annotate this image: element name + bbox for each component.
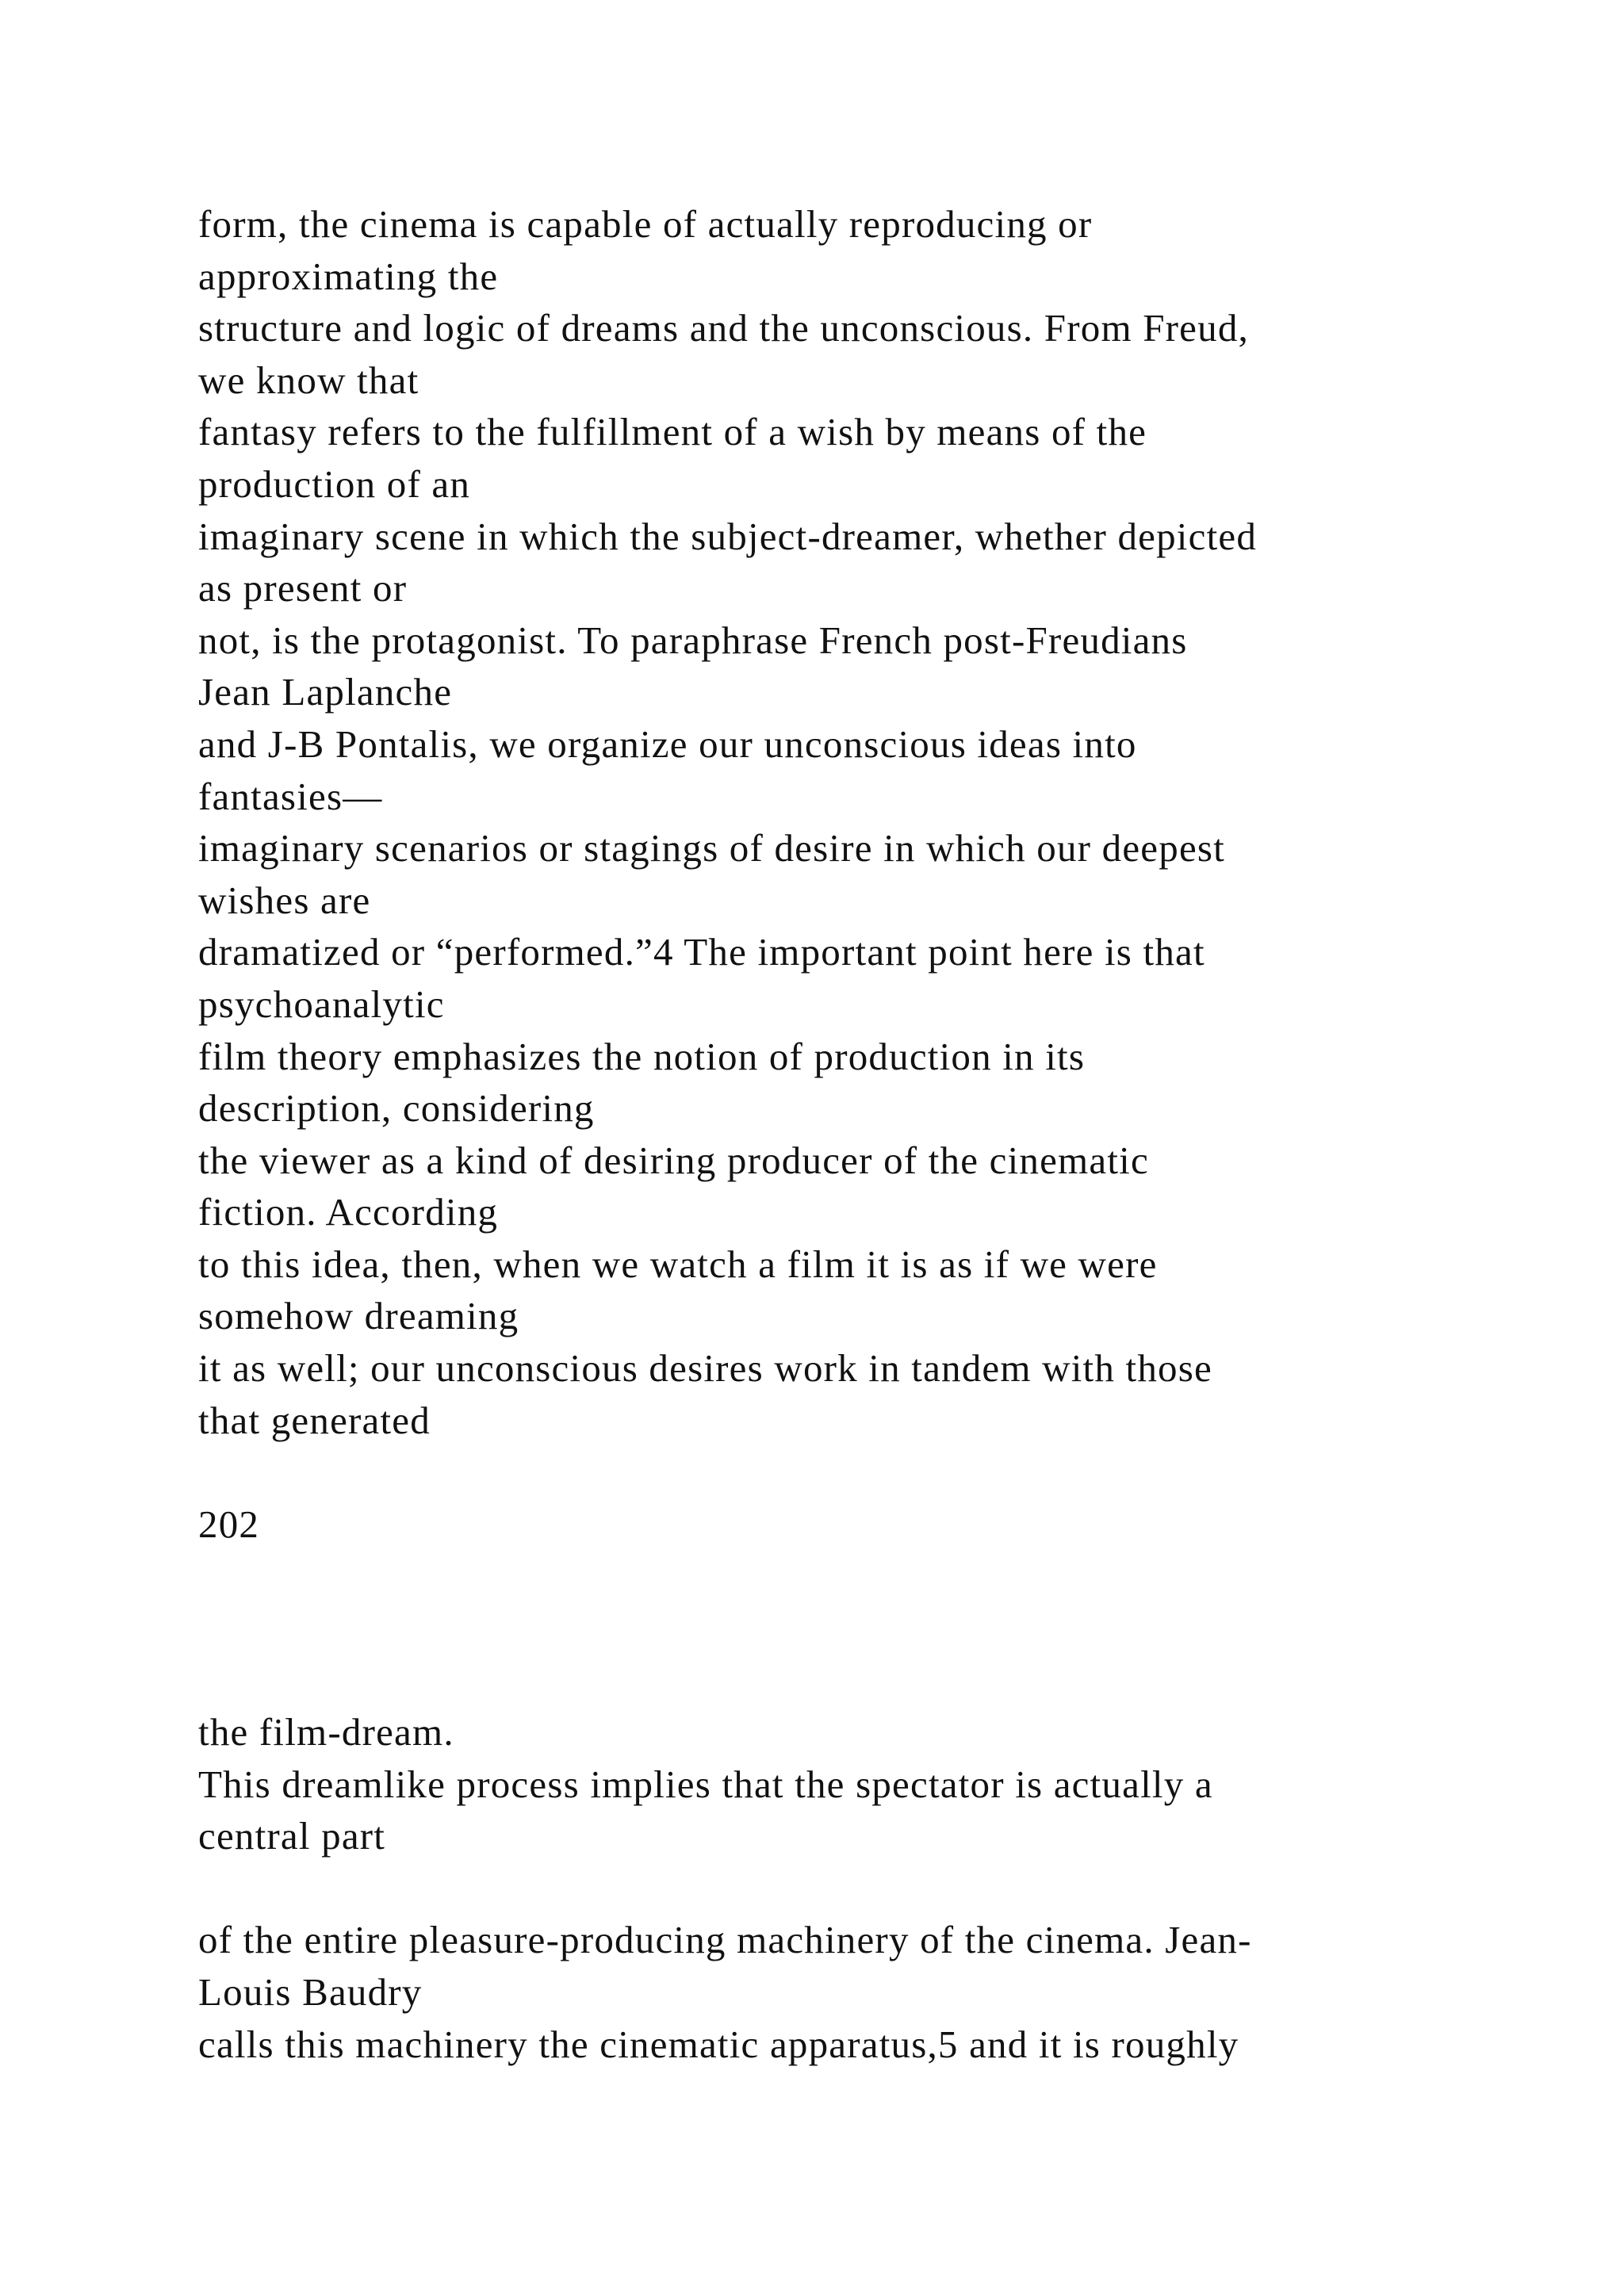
text-line: approximating the	[198, 254, 499, 298]
text-line: we know that	[198, 358, 419, 402]
text-line: it as well; our unconscious desires work in tandem with those	[198, 1346, 1212, 1391]
text-line: psychoanalytic	[198, 982, 445, 1026]
text-line: imaginary scene in which the subject-dreamer, whether depicted	[198, 514, 1258, 558]
text-line: that generated	[198, 1398, 431, 1442]
text-line: structure and logic of dreams and the unconscious. From Freud,	[198, 306, 1249, 350]
text-line: somehow dreaming	[198, 1294, 519, 1338]
text-line: not, is the protagonist. To paraphrase French post-Freudians	[198, 618, 1188, 662]
text-line: description, considering	[198, 1086, 595, 1131]
text-line: calls this machinery the cinematic apparatus,5 and it is roughly	[198, 2022, 1239, 2066]
text-line: dramatized or “performed.”4 The important point here is that	[198, 930, 1205, 974]
text-line: the viewer as a kind of desiring producer of the cinematic	[198, 1138, 1149, 1182]
text-line: fiction. According	[198, 1190, 499, 1234]
body-text-top	[198, 198, 1546, 1446]
text-line: of the entire pleasure-producing machinery of the cinema. Jean-	[198, 1918, 1252, 1962]
text-line: wishes are	[198, 878, 371, 922]
text-line: the film-dream.	[198, 1710, 454, 1754]
text-line: production of an	[198, 461, 471, 506]
page-number: 202	[198, 1502, 260, 1546]
text-line: form, the cinema is capable of actually reproducing or	[198, 202, 1093, 246]
text-line: as present or	[198, 566, 408, 610]
page-number-block	[198, 1498, 1546, 1551]
text-line: imaginary scenarios or stagings of desire in which our deepest	[198, 826, 1225, 871]
body-text-bottom	[198, 1706, 1546, 2070]
text-line: to this idea, then, when we watch a film it is as if we were	[198, 1242, 1158, 1286]
text-line: Louis Baudry	[198, 1969, 423, 2014]
text-line: film theory emphasizes the notion of production in its	[198, 1034, 1086, 1078]
text-line: fantasy refers to the fulfillment of a wish by means of the	[198, 410, 1147, 454]
text-line: This dreamlike process implies that the spectator is actually a	[198, 1762, 1213, 1806]
text-line: fantasies—	[198, 774, 383, 818]
text-line: central part	[198, 1814, 386, 1858]
blank-line	[198, 1862, 1546, 1915]
text-line: Jean Laplanche	[198, 670, 453, 714]
text-line: and J-B Pontalis, we organize our unconscious ideas into	[198, 721, 1137, 766]
